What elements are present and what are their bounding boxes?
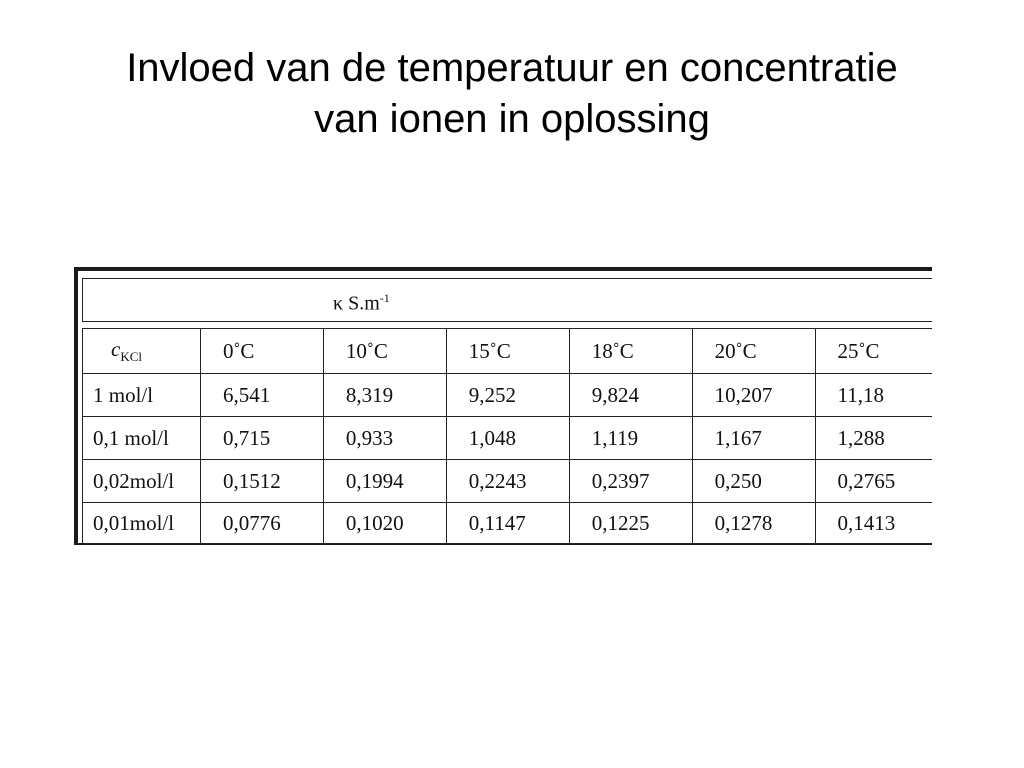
conductivity-table (82, 328, 932, 544)
table-cell: 0,1994 (323, 460, 446, 503)
title-line-2: van ionen in oplossing (314, 97, 710, 141)
table-row (83, 374, 933, 417)
table-quantity-header (82, 278, 932, 322)
table-cell: 0,0776 (200, 503, 323, 544)
table-cell: 0,1225 (569, 503, 692, 544)
row-header-cell (83, 329, 201, 374)
row-label: 0,02mol/l (83, 460, 201, 503)
title-line-1: Invloed van de temperatuur en concentratie (126, 46, 898, 90)
table-cell: 1,119 (569, 417, 692, 460)
table-cell: 6,541 (200, 374, 323, 417)
column-header: 0˚C (200, 329, 323, 374)
table-row (83, 460, 933, 503)
table-cell: 9,824 (569, 374, 692, 417)
column-header: 18˚C (569, 329, 692, 374)
table-cell: 11,18 (815, 374, 932, 417)
row-header-subscript: KCl (120, 349, 142, 365)
table-cell: 0,2765 (815, 460, 932, 503)
column-header: 10˚C (323, 329, 446, 374)
column-header: 20˚C (692, 329, 815, 374)
table-cell: 0,250 (692, 460, 815, 503)
column-header: 15˚C (446, 329, 569, 374)
quantity-label (333, 291, 390, 316)
table-row (83, 503, 933, 544)
table-cell: 0,1147 (446, 503, 569, 544)
conductivity-table-frame (74, 267, 932, 545)
table-row (83, 417, 933, 460)
table-cell: 0,933 (323, 417, 446, 460)
table-cell: 9,252 (446, 374, 569, 417)
table-cell: 8,319 (323, 374, 446, 417)
row-label: 0,1 mol/l (83, 417, 201, 460)
table-cell: 0,2397 (569, 460, 692, 503)
quantity-exponent: -1 (379, 291, 390, 305)
column-header: 25˚C (815, 329, 932, 374)
table-cell: 0,1278 (692, 503, 815, 544)
table-cell: 0,1413 (815, 503, 932, 544)
table-cell: 1,167 (692, 417, 815, 460)
table-cell: 10,207 (692, 374, 815, 417)
table-cell: 0,715 (200, 417, 323, 460)
row-label: 0,01mol/l (83, 503, 201, 544)
row-header-symbol: c (111, 336, 121, 361)
table-cell: 0,2243 (446, 460, 569, 503)
table-cell: 0,1512 (200, 460, 323, 503)
slide-title (40, 43, 984, 145)
table-cell: 0,1020 (323, 503, 446, 544)
table-cell: 1,048 (446, 417, 569, 460)
table-header-row (83, 329, 933, 374)
row-label: 1 mol/l (83, 374, 201, 417)
quantity-text: κ S.m (333, 292, 380, 315)
table-cell: 1,288 (815, 417, 932, 460)
